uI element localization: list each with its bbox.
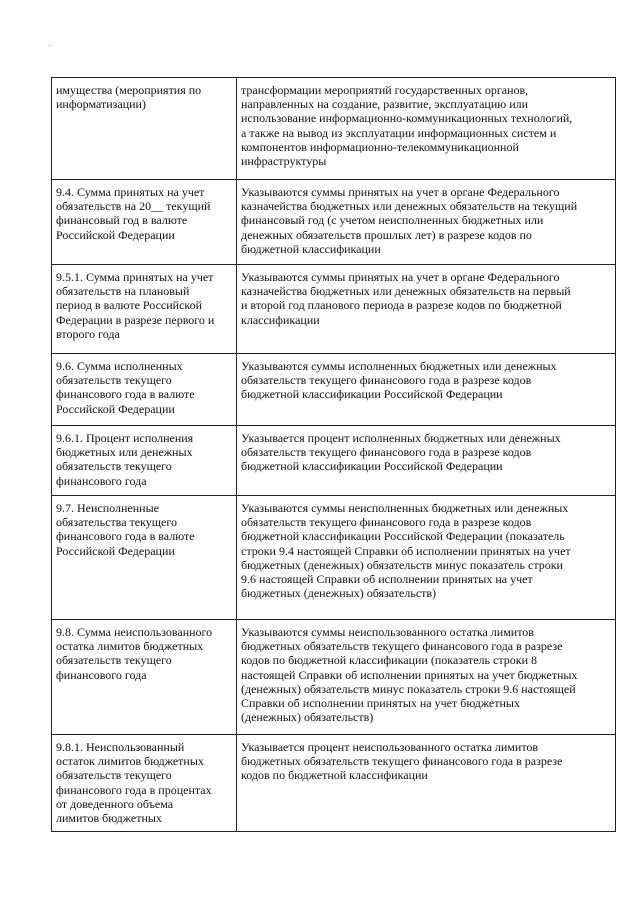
- indicator-text: 9.5.1. Сумма принятых на учет обязательств на плановый период в валюте Российской Федерации в разрезе первого и второго года: [56, 270, 215, 341]
- description-cell: [237, 496, 616, 620]
- description-cell: [237, 265, 616, 354]
- indicator-cell: [52, 620, 237, 735]
- indicator-cell: [52, 354, 237, 426]
- scan-speck: [49, 45, 50, 46]
- description-text: Указываются суммы неисполненных бюджетных или денежных обязательств текущего финансового года в разрезе кодов бюджетной классификации Российской Федерации (показатель строки 9.4 настоящей Справки об исполнении принятых на учет бюджетных (денежных) обязательств минус показатель строки 9.6 настоящей Справки об исполнении принятых на учет бюджетных (денежных) обязательств): [241, 501, 571, 601]
- description-cell: [237, 620, 616, 735]
- description-text: Указываются суммы исполненных бюджетных или денежных обязательств текущего финансового года в разрезе кодов бюджетной классификации Российской Федерации: [241, 359, 557, 402]
- indicator-text: 9.7. Неисполненные обязательства текущего финансового года в валюте Российской Федерации: [56, 501, 195, 558]
- description-cell: [237, 426, 616, 496]
- indicator-text: 9.6. Сумма исполненных обязательств текущего финансового года в валюте Российской Федерации: [56, 359, 195, 416]
- description-cell: [237, 354, 616, 426]
- description-text: Указываются суммы неиспользованного остатка лимитов бюджетных обязательств текущего финансового года в разрезе кодов по бюджетной классификации (показатель строки 8 настоящей Справки об исполнении принятых на учет бюджетных (денежных) обязательств минус показатель строки 9.6 настоящей Справки об исполнении принятых на учет бюджетных (денежных) обязательств): [241, 625, 578, 725]
- indicator-cell: [52, 735, 237, 832]
- description-text: Указываются суммы принятых на учет в органе Федерального казначейства бюджетных или денежных обязательств на текущий финансовый год (с учетом неисполненных бюджетных или денежных обязательств прошлых лет) в разрезе кодов по бюджетной классификации: [241, 185, 578, 256]
- indicators-table: [51, 77, 616, 832]
- description-cell: [237, 735, 616, 832]
- description-cell: [237, 180, 616, 265]
- description-cell: [237, 78, 616, 180]
- indicator-cell: [52, 426, 237, 496]
- table-row: [52, 620, 616, 735]
- indicator-text: 9.8.1. Неиспользованный остаток лимитов бюджетных обязательств текущего финансового года в процентах от доведенного объема лимитов бюджетных: [56, 740, 212, 826]
- table-row: [52, 496, 616, 620]
- table-row: [52, 265, 616, 354]
- table-row: [52, 180, 616, 265]
- indicator-text: имущества (мероприятия по информатизации): [56, 83, 202, 112]
- table-row: [52, 78, 616, 180]
- indicator-cell: [52, 496, 237, 620]
- indicator-text: 9.8. Сумма неиспользованного остатка лимитов бюджетных обязательств текущего финансового года: [56, 625, 213, 682]
- indicator-text: 9.6.1. Процент исполнения бюджетных или денежных обязательств текущего финансового года: [56, 431, 194, 488]
- indicator-cell: [52, 265, 237, 354]
- table-row: [52, 426, 616, 496]
- description-text: Указывается процент неиспользованного остатка лимитов бюджетных обязательств текущего финансового года в разрезе кодов по бюджетной классификации: [241, 740, 563, 783]
- indicator-cell: [52, 78, 237, 180]
- description-text: Указывается процент исполненных бюджетных или денежных обязательств текущего финансового года в разрезе кодов бюджетной классификации Российской Федерации: [241, 431, 561, 474]
- description-text: трансформации мероприятий государственных органов, направленных на создание, развитие, эксплуатацию или использование информационно-коммуникационных технологий, а также на вывод из эксплуатации информационных систем и компонентов информационно-телекоммуникационной инфраструктуры: [241, 83, 573, 169]
- description-text: Указываются суммы принятых на учет в органе Федерального казначейства бюджетных или денежных обязательств на первый и второй год планового периода в разрезе кодов по бюджетной классификации: [241, 270, 571, 327]
- indicator-text: 9.4. Сумма принятых на учет обязательств на 20__ текущий финансовый год в валюте Российской Федерации: [56, 185, 211, 242]
- indicator-cell: [52, 180, 237, 265]
- table-row: [52, 354, 616, 426]
- table-row: [52, 735, 616, 832]
